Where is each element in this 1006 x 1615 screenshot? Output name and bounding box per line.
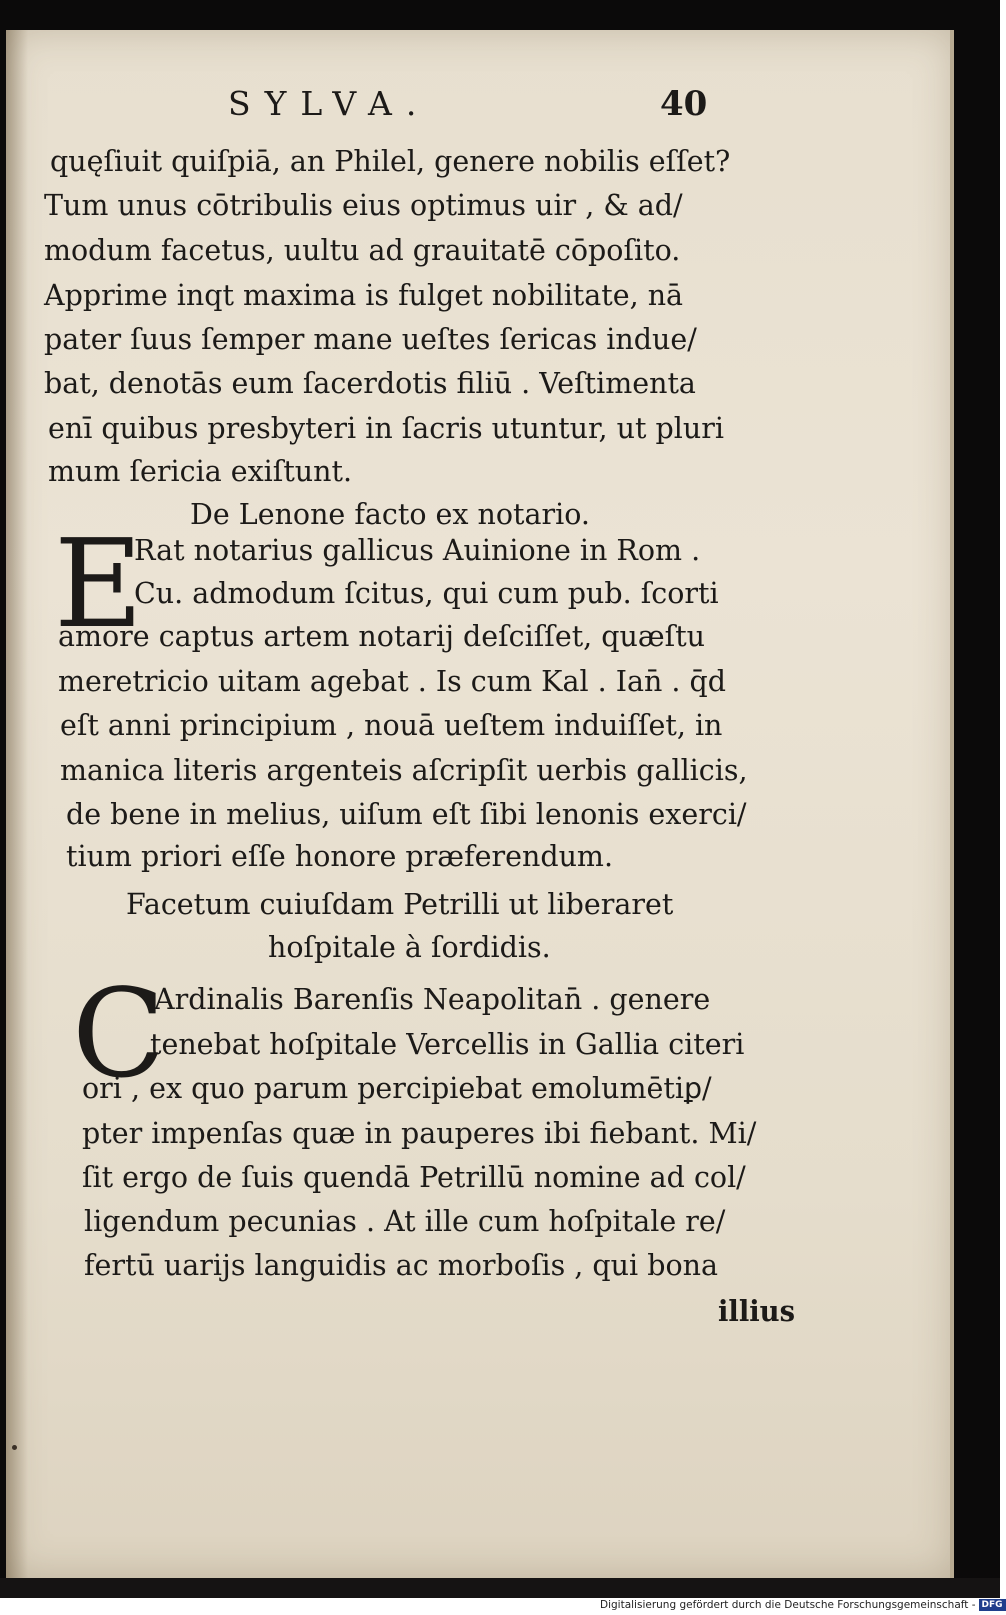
paper-speck: [12, 1445, 17, 1450]
body-line: modum facetus, uultu ad grauitatē cōpoſito.: [44, 234, 681, 267]
body-line: pter impenſas quæ in pauperes ibi fiebant. Mi/: [82, 1117, 757, 1150]
section-heading-lenone: De Lenone facto ex notario.: [190, 498, 590, 531]
body-line: Ardinalis Barenſis Neapolitan̄ . genere: [154, 983, 711, 1016]
body-line: amore captus artem notarij deſciſſet, quæſtu: [58, 620, 706, 653]
footer-credit-text: Digitalisierung gefördert durch die Deutsche Forschungsgemeinschaft -: [600, 1599, 976, 1611]
gutter-shadow: [6, 30, 28, 1578]
body-line: manica literis argenteis aſcripſit uerbis gallicis,: [60, 754, 748, 787]
body-line: de bene in melius, uiſum eſt ſibi lenonis exerci/: [66, 798, 747, 831]
body-line: ligendum pecunias . At ille cum hoſpitale re/: [84, 1205, 726, 1238]
footer-credit: [600, 1599, 1003, 1611]
body-line: Cu. admodum ſcitus, qui cum pub. ſcorti: [134, 577, 719, 610]
body-line: mum ſericia exiſtunt.: [48, 455, 353, 488]
body-line: ſit ergo de ſuis quendā Petrillū nomine ad col/: [82, 1161, 746, 1194]
running-head: SYLVA.: [228, 84, 431, 123]
drop-cap-e: E: [54, 513, 144, 655]
section-heading-petrilli-line2: hoſpitale à ſordidis.: [268, 931, 551, 964]
dfg-logo: DFG: [979, 1599, 1006, 1611]
body-line: Apprime inqt maxima is fulget nobilitate, nā: [44, 279, 684, 312]
body-line: tium priori eſſe honore præferendum.: [66, 840, 614, 873]
body-line: enī quibus presbyteri in ſacris utuntur, ut pluri: [48, 412, 724, 445]
body-line: Rat notarius gallicus Auinione in Rom .: [134, 534, 701, 567]
body-line: fertū uarijs languidis ac morboſis , qui bona: [84, 1249, 718, 1282]
body-line: quęſiuit quiſpiā, an Philel, genere nobilis eſſet?: [50, 145, 731, 178]
drop-cap-c: C: [72, 963, 166, 1105]
body-line: tenebat hoſpitale Vercellis in Gallia citeri: [150, 1028, 745, 1061]
body-line: eſt anni principium , nouā ueſtem induiſſet, in: [60, 709, 723, 742]
body-line: pater ſuus ſemper mane ueſtes ſericas indue/: [44, 323, 697, 356]
body-line: Tum unus cōtribulis eius optimus uir , & ad/: [44, 189, 683, 222]
body-line: ori , ex quo parum percipiebat emolumētiꝑ/: [82, 1072, 712, 1105]
bottom-band: [0, 1578, 1000, 1598]
body-line: meretricio uitam agebat . Is cum Kal . Ian̄ . q̄d: [58, 665, 727, 698]
page-number: 40: [660, 84, 708, 124]
page-edge: [950, 30, 954, 1578]
body-line: bat, denotās eum ſacerdotis filiū . Veſtimenta: [44, 367, 696, 400]
catchword: illius: [718, 1294, 796, 1328]
section-heading-petrilli: Facetum cuiuſdam Petrilli ut liberaret: [126, 888, 674, 921]
